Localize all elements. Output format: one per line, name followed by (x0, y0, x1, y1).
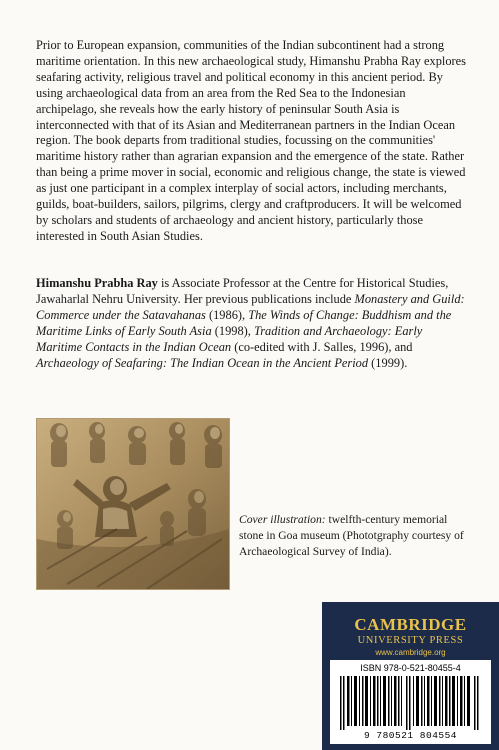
cover-caption (239, 512, 464, 560)
book-title: Monastery and Guild: Commerce under the Satavahanas (36, 291, 465, 322)
barcode-image (340, 676, 481, 730)
publisher-press: UNIVERSITY PRESS (357, 635, 464, 646)
book-description: Prior to European expansion, communities of the Indian subcontinent had a strong maritime orientation. In this new archaeological study, Himanshu Prabha Ray explores seafaring activity, religious travel and political economy in this ancient period. By using archaeological data from an area from the Red Sea to the Indonesian archipelago, she reveals how the early history of peninsular South Asia is interconnected with that of its Asian and Mediterranean partners in the Indian Ocean region. The book departs from traditional studies, focussing on the communities' maritime history rather than agrarian expansion and the emergence of the state. Rather than being a prime mover in social, economic and religious change, the state is viewed as just one participant in a complex interplay of social actors, including merchants, guilds, boat-builders, sailors, pilgrims, clergy and craftproducers. It will be welcomed by scholars and students of archaeology and ancient history, particularly those interested in South Asian Studies. (36, 38, 466, 243)
publisher-url: www.cambridge.org (375, 648, 446, 657)
author-name: Himanshu Prabha Ray (36, 276, 158, 290)
publisher-name: CAMBRIDGE (354, 615, 467, 634)
caption-label: Cover illustration: (239, 513, 326, 526)
author-bio: Himanshu Prabha Ray is Associate Professor at the Centre for Historical Studies, Jawaharlal Nehru University. Her previous publications include Monastery and Guild: Commerce under the Satavahanas (1986), The Winds of Change: Buddhism and the Maritime Links of Early South Asia (1998), Tradition and Archaeology: Early Maritime Contacts in the Indian Ocean (co-edited with J. Salles, 1996), and Archaeology of Seafaring: The Indian Ocean in the Ancient Period (1999). (36, 276, 465, 370)
publisher-panel (322, 602, 499, 750)
book-title: Tradition and Archaeology: Early Maritime Contacts in the Indian Ocean (36, 323, 423, 354)
book-title: The Winds of Change: Buddhism and the Maritime Links of Early South Asia (36, 307, 452, 338)
caption-text: twelfth-century memorial stone in Goa museum (Phototgraphy courtesy of Archaeological Survey of India). (239, 513, 464, 558)
isbn-label: ISBN 978-0-521-80455-4 (360, 663, 461, 673)
cover-illustration-image (36, 418, 230, 590)
barcode-digits: 9 780521 804554 (363, 730, 457, 741)
barcode-block (330, 660, 491, 744)
book-title: Archaeology of Seafaring: The Indian Ocean in the Ancient Period (36, 355, 369, 370)
